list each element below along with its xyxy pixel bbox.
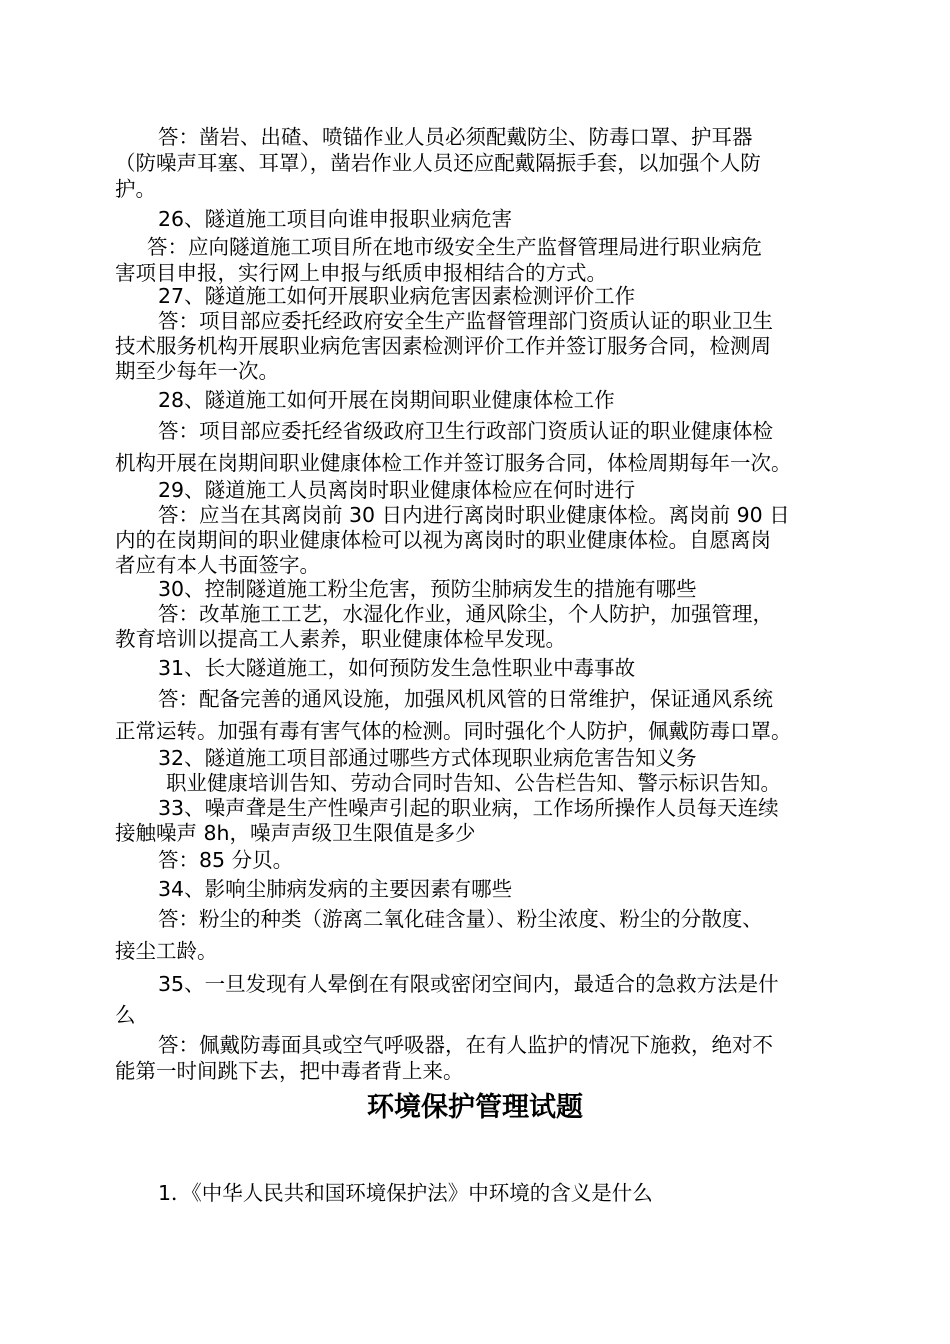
text-line: 职业健康培训告知、劳动合同时告知、公告栏告知、警示标识告知。 bbox=[166, 771, 781, 795]
question-29: 29、隧道施工人员离岗时职业健康体检应在何时进行 bbox=[158, 478, 636, 502]
text-line: （防噪声耳塞、耳罩），凿岩作业人员还应配戴隔振手套，以加强个人防 bbox=[115, 151, 761, 175]
text-line: 答：配备完善的通风设施，加强风机风管的日常维护，保证通风系统 bbox=[158, 687, 773, 711]
question-34: 34、影响尘肺病发病的主要因素有哪些 bbox=[158, 877, 513, 901]
text-line: 答：项目部应委托经政府安全生产监督管理部门资质认证的职业卫生 bbox=[158, 309, 773, 333]
question-1: 1．《中华人民共和国环境保护法》中环境的含义是什么 bbox=[158, 1181, 653, 1205]
section-title: 环境保护管理试题 bbox=[367, 1092, 583, 1123]
text-line: 技术服务机构开展职业病危害因素检测评价工作并签订服务合同，检测周 bbox=[115, 334, 771, 358]
text-line: 教育培训以提高工人素养，职业健康体检早发现。 bbox=[115, 627, 566, 651]
question-33: 33、噪声聋是生产性噪声引起的职业病，工作场所操作人员每天连续 bbox=[158, 796, 779, 820]
text-line: 答：85 分贝。 bbox=[158, 848, 294, 872]
question-28: 28、隧道施工如何开展在岗期间职业健康体检工作 bbox=[158, 388, 615, 412]
text-line: 害项目申报，实行网上申报与纸质申报相结合的方式。 bbox=[115, 261, 607, 285]
text-line: 么 bbox=[115, 1003, 136, 1027]
text-line: 内的在岗期间的职业健康体检可以视为离岗时的职业健康体检。自愿离岗 bbox=[115, 528, 771, 552]
question-26: 26、隧道施工项目向谁申报职业病危害 bbox=[158, 207, 513, 231]
text-line: 者应有本人书面签字。 bbox=[115, 553, 320, 577]
question-27: 27、隧道施工如何开展职业病危害因素检测评价工作 bbox=[158, 284, 636, 308]
text-line: 答：佩戴防毒面具或空气呼吸器，在有人监护的情况下施救，绝对不 bbox=[158, 1033, 773, 1057]
question-32: 32、隧道施工项目部通过哪些方式体现职业病危害告知义务 bbox=[158, 746, 697, 770]
text-line: 答：应向隧道施工项目所在地市级安全生产监督管理局进行职业病危 bbox=[147, 235, 762, 259]
text-line: 能第一时间跳下去，把中毒者背上来。 bbox=[115, 1059, 464, 1083]
text-line: 答：凿岩、出碴、喷锚作业人员必须配戴防尘、防毒口罩、护耳器 bbox=[158, 125, 753, 149]
question-35: 35、一旦发现有人晕倒在有限或密闭空间内，最适合的急救方法是什 bbox=[158, 972, 779, 996]
text-line: 答：粉尘的种类（游离二氧化硅含量）、粉尘浓度、粉尘的分散度、 bbox=[158, 907, 763, 931]
text-line: 护。 bbox=[115, 177, 156, 201]
text-line: 正常运转。加强有毒有害气体的检测。同时强化个人防护，佩戴防毒口罩。 bbox=[115, 719, 792, 743]
text-line: 接触噪声 8h，噪声声级卫生限值是多少 bbox=[115, 821, 476, 845]
text-line: 接尘工龄。 bbox=[115, 939, 218, 963]
text-line: 答：应当在其离岗前 30 日内进行离岗时职业健康体检。离岗前 90 日 bbox=[158, 503, 790, 527]
question-30: 30、控制隧道施工粉尘危害，预防尘肺病发生的措施有哪些 bbox=[158, 577, 697, 601]
question-31: 31、长大隧道施工，如何预防发生急性职业中毒事故 bbox=[158, 656, 636, 680]
text-line: 答：项目部应委托经省级政府卫生行政部门资质认证的职业健康体检 bbox=[158, 419, 773, 443]
text-line: 答：改革施工工艺，水湿化作业，通风除尘，个人防护，加强管理， bbox=[158, 602, 773, 626]
text-line: 机构开展在岗期间职业健康体检工作并签订服务合同，体检周期每年一次。 bbox=[115, 451, 792, 475]
text-line: 期至少每年一次。 bbox=[115, 359, 279, 383]
